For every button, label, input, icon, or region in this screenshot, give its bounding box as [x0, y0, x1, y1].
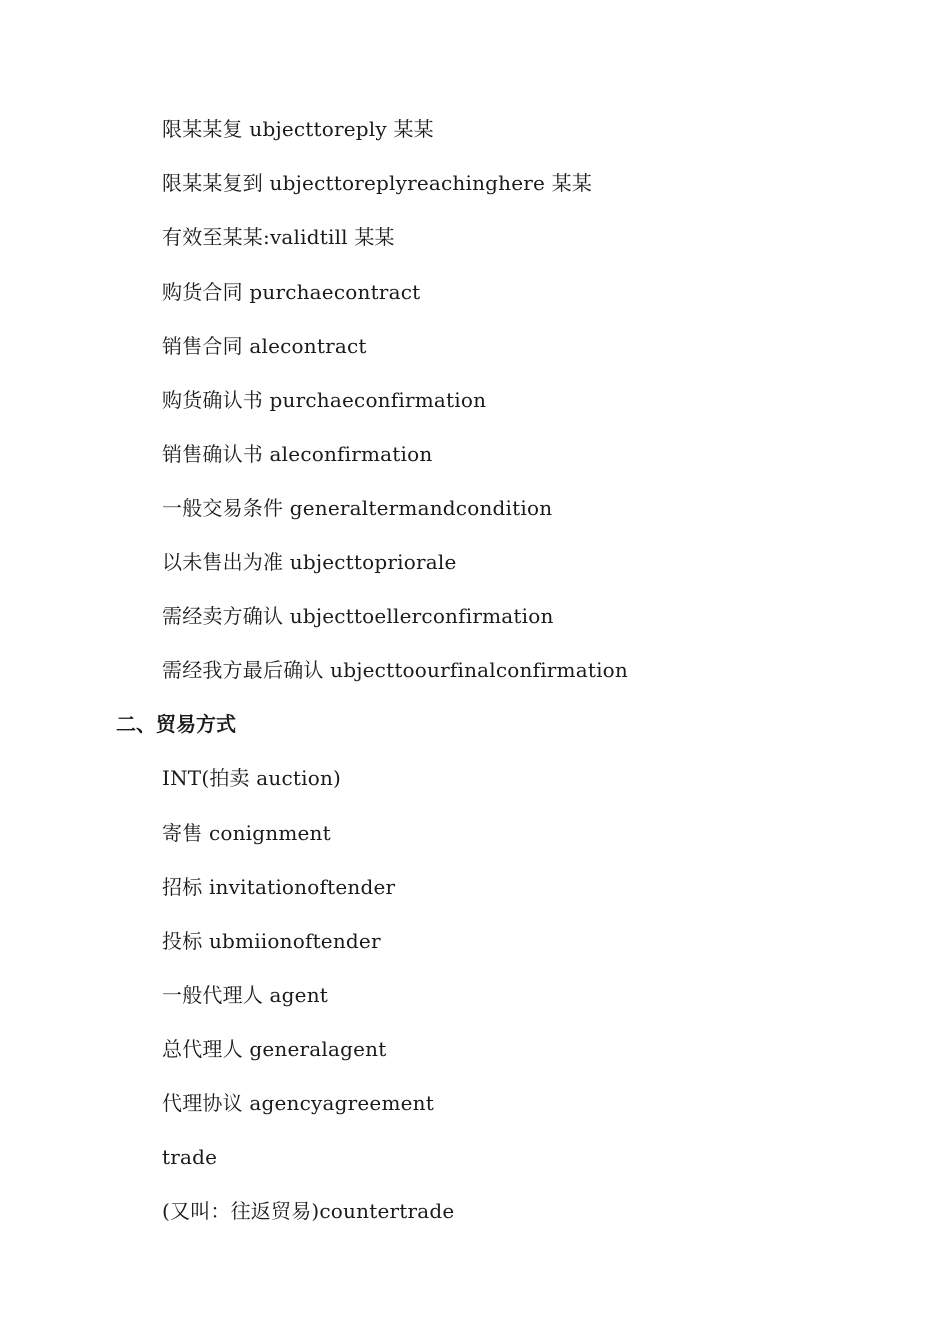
section-heading: 二、贸易方式 — [116, 712, 236, 736]
term-line: 销售确认书 aleconfirmation — [162, 442, 433, 466]
term-line: trade — [162, 1145, 218, 1169]
term-line: 有效至某某:validtill 某某 — [162, 225, 395, 249]
term-line: 投标 ubmiionoftender — [162, 929, 381, 953]
term-line: 限某某复到 ubjecttoreplyreachinghere 某某 — [162, 171, 593, 195]
term-line: 代理协议 agencyagreement — [162, 1091, 434, 1115]
term-line: 购货合同 purchaecontract — [162, 280, 421, 304]
term-line: 需经我方最后确认 ubjecttoourfinalconfirmation — [162, 658, 629, 682]
term-line: 一般交易条件 generaltermandcondition — [162, 496, 553, 520]
term-line: 以未售出为准 ubjecttopriorale — [162, 550, 457, 574]
term-line: 限某某复 ubjecttoreply 某某 — [162, 117, 434, 141]
term-line: 总代理人 generalagent — [162, 1037, 387, 1061]
term-line: 一般代理人 agent — [162, 983, 329, 1007]
term-line: 需经卖方确认 ubjecttoellerconfirmation — [162, 604, 554, 628]
term-line: 购货确认书 purchaeconfirmation — [162, 388, 487, 412]
term-line: (又叫：往返贸易)countertrade — [162, 1199, 455, 1223]
term-line: 招标 invitationoftender — [162, 875, 396, 899]
term-line: INT(拍卖 auction) — [162, 766, 342, 790]
term-line: 寄售 conignment — [162, 821, 331, 845]
term-line: 销售合同 alecontract — [162, 334, 367, 358]
